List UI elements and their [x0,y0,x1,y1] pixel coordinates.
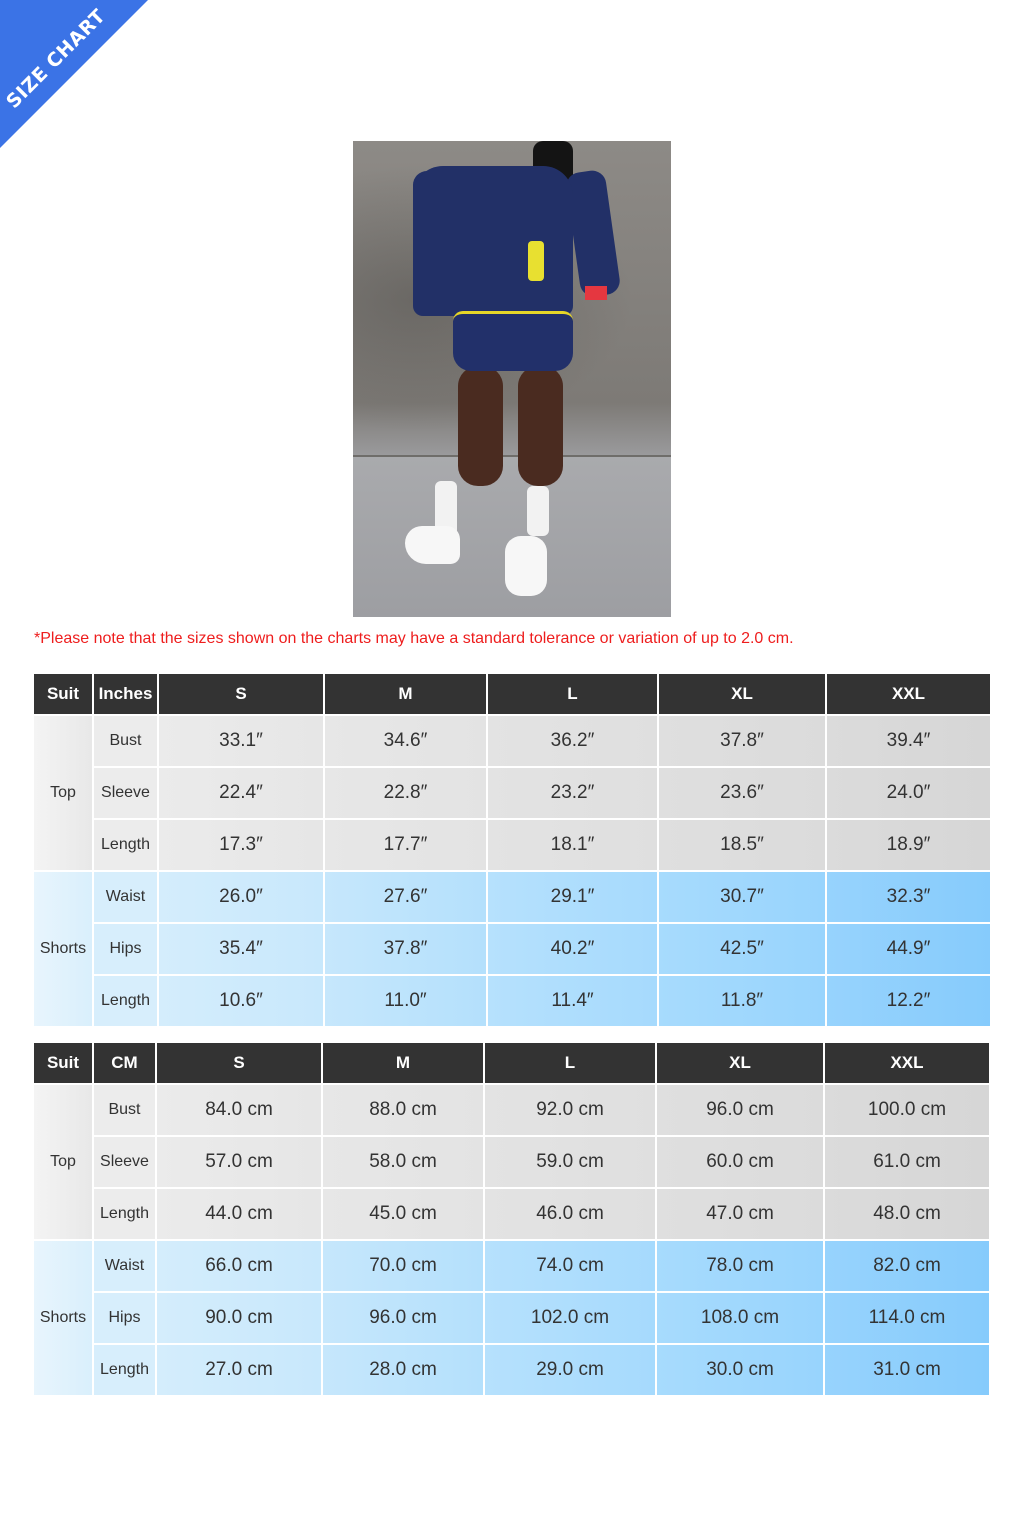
table-row [34,1137,989,1187]
value-cell: 22.8″ [325,768,486,818]
table-row [34,1085,989,1135]
group-label: Shorts [34,1241,92,1395]
header-size-l: L [485,1043,655,1083]
value-cell: 30.0 cm [657,1345,823,1395]
value-cell: 44.0 cm [157,1189,321,1239]
value-cell: 28.0 cm [323,1345,483,1395]
value-cell: 96.0 cm [323,1293,483,1343]
value-cell: 33.1″ [159,716,323,766]
header-row [34,1043,989,1083]
value-cell: 78.0 cm [657,1241,823,1291]
value-cell: 10.6″ [159,976,323,1026]
header-size-l: L [488,674,657,714]
value-cell: 26.0″ [159,872,323,922]
table-row [34,768,990,818]
value-cell: 90.0 cm [157,1293,321,1343]
header-size-s: S [159,674,323,714]
value-cell: 31.0 cm [825,1345,989,1395]
group-label: Shorts [34,872,92,1026]
value-cell: 39.4″ [827,716,990,766]
value-cell: 17.7″ [325,820,486,870]
header-size-xl: XL [657,1043,823,1083]
value-cell: 27.6″ [325,872,486,922]
header-size-xxl: XXL [827,674,990,714]
value-cell: 37.8″ [325,924,486,974]
measure-label: Hips [94,1293,155,1343]
value-cell: 22.4″ [159,768,323,818]
measure-label: Waist [94,872,157,922]
measure-label: Waist [94,1241,155,1291]
measure-label: Length [94,820,157,870]
measure-label: Sleeve [94,1137,155,1187]
ribbon-label: SIZE CHART [2,5,110,113]
value-cell: 23.2″ [488,768,657,818]
header-unit: CM [94,1043,155,1083]
value-cell: 18.5″ [659,820,825,870]
value-cell: 42.5″ [659,924,825,974]
value-cell: 59.0 cm [485,1137,655,1187]
value-cell: 102.0 cm [485,1293,655,1343]
table-row [34,872,990,922]
table-row [34,1293,989,1343]
value-cell: 45.0 cm [323,1189,483,1239]
table-row [34,820,990,870]
measure-label: Length [94,1345,155,1395]
size-chart-ribbon [0,0,148,148]
value-cell: 36.2″ [488,716,657,766]
header-suit: Suit [34,674,92,714]
value-cell: 74.0 cm [485,1241,655,1291]
table-row [34,1241,989,1291]
value-cell: 100.0 cm [825,1085,989,1135]
value-cell: 114.0 cm [825,1293,989,1343]
value-cell: 30.7″ [659,872,825,922]
value-cell: 18.1″ [488,820,657,870]
value-cell: 84.0 cm [157,1085,321,1135]
measure-label: Length [94,976,157,1026]
group-label: Top [34,716,92,870]
value-cell: 60.0 cm [657,1137,823,1187]
group-label: Top [34,1085,92,1239]
header-unit: Inches [94,674,157,714]
measure-label: Bust [94,716,157,766]
value-cell: 61.0 cm [825,1137,989,1187]
value-cell: 23.6″ [659,768,825,818]
value-cell: 88.0 cm [323,1085,483,1135]
value-cell: 58.0 cm [323,1137,483,1187]
table-row [34,716,990,766]
value-cell: 32.3″ [827,872,990,922]
header-size-xxl: XXL [825,1043,989,1083]
measure-label: Hips [94,924,157,974]
header-size-xl: XL [659,674,825,714]
header-size-s: S [157,1043,321,1083]
table-row [34,924,990,974]
value-cell: 11.0″ [325,976,486,1026]
measure-label: Sleeve [94,768,157,818]
value-cell: 46.0 cm [485,1189,655,1239]
value-cell: 37.8″ [659,716,825,766]
measure-label: Length [94,1189,155,1239]
value-cell: 17.3″ [159,820,323,870]
header-row [34,674,990,714]
header-size-m: M [325,674,486,714]
value-cell: 92.0 cm [485,1085,655,1135]
value-cell: 70.0 cm [323,1241,483,1291]
value-cell: 44.9″ [827,924,990,974]
value-cell: 12.2″ [827,976,990,1026]
value-cell: 40.2″ [488,924,657,974]
ribbon-triangle [0,0,148,148]
size-table-inches [32,672,992,1028]
value-cell: 96.0 cm [657,1085,823,1135]
value-cell: 66.0 cm [157,1241,321,1291]
value-cell: 48.0 cm [825,1189,989,1239]
value-cell: 57.0 cm [157,1137,321,1187]
tolerance-note: *Please note that the sizes shown on the charts may have a standard tolerance or variation of up to 2.0 cm. [34,630,794,647]
value-cell: 108.0 cm [657,1293,823,1343]
value-cell: 34.6″ [325,716,486,766]
value-cell: 29.0 cm [485,1345,655,1395]
table-row [34,1189,989,1239]
header-suit: Suit [34,1043,92,1083]
table-row [34,1345,989,1395]
value-cell: 24.0″ [827,768,990,818]
value-cell: 82.0 cm [825,1241,989,1291]
value-cell: 29.1″ [488,872,657,922]
value-cell: 11.8″ [659,976,825,1026]
value-cell: 47.0 cm [657,1189,823,1239]
product-photo [353,141,671,617]
value-cell: 27.0 cm [157,1345,321,1395]
value-cell: 18.9″ [827,820,990,870]
size-table-cm [32,1041,991,1397]
value-cell: 35.4″ [159,924,323,974]
header-size-m: M [323,1043,483,1083]
measure-label: Bust [94,1085,155,1135]
table-row [34,976,990,1026]
value-cell: 11.4″ [488,976,657,1026]
